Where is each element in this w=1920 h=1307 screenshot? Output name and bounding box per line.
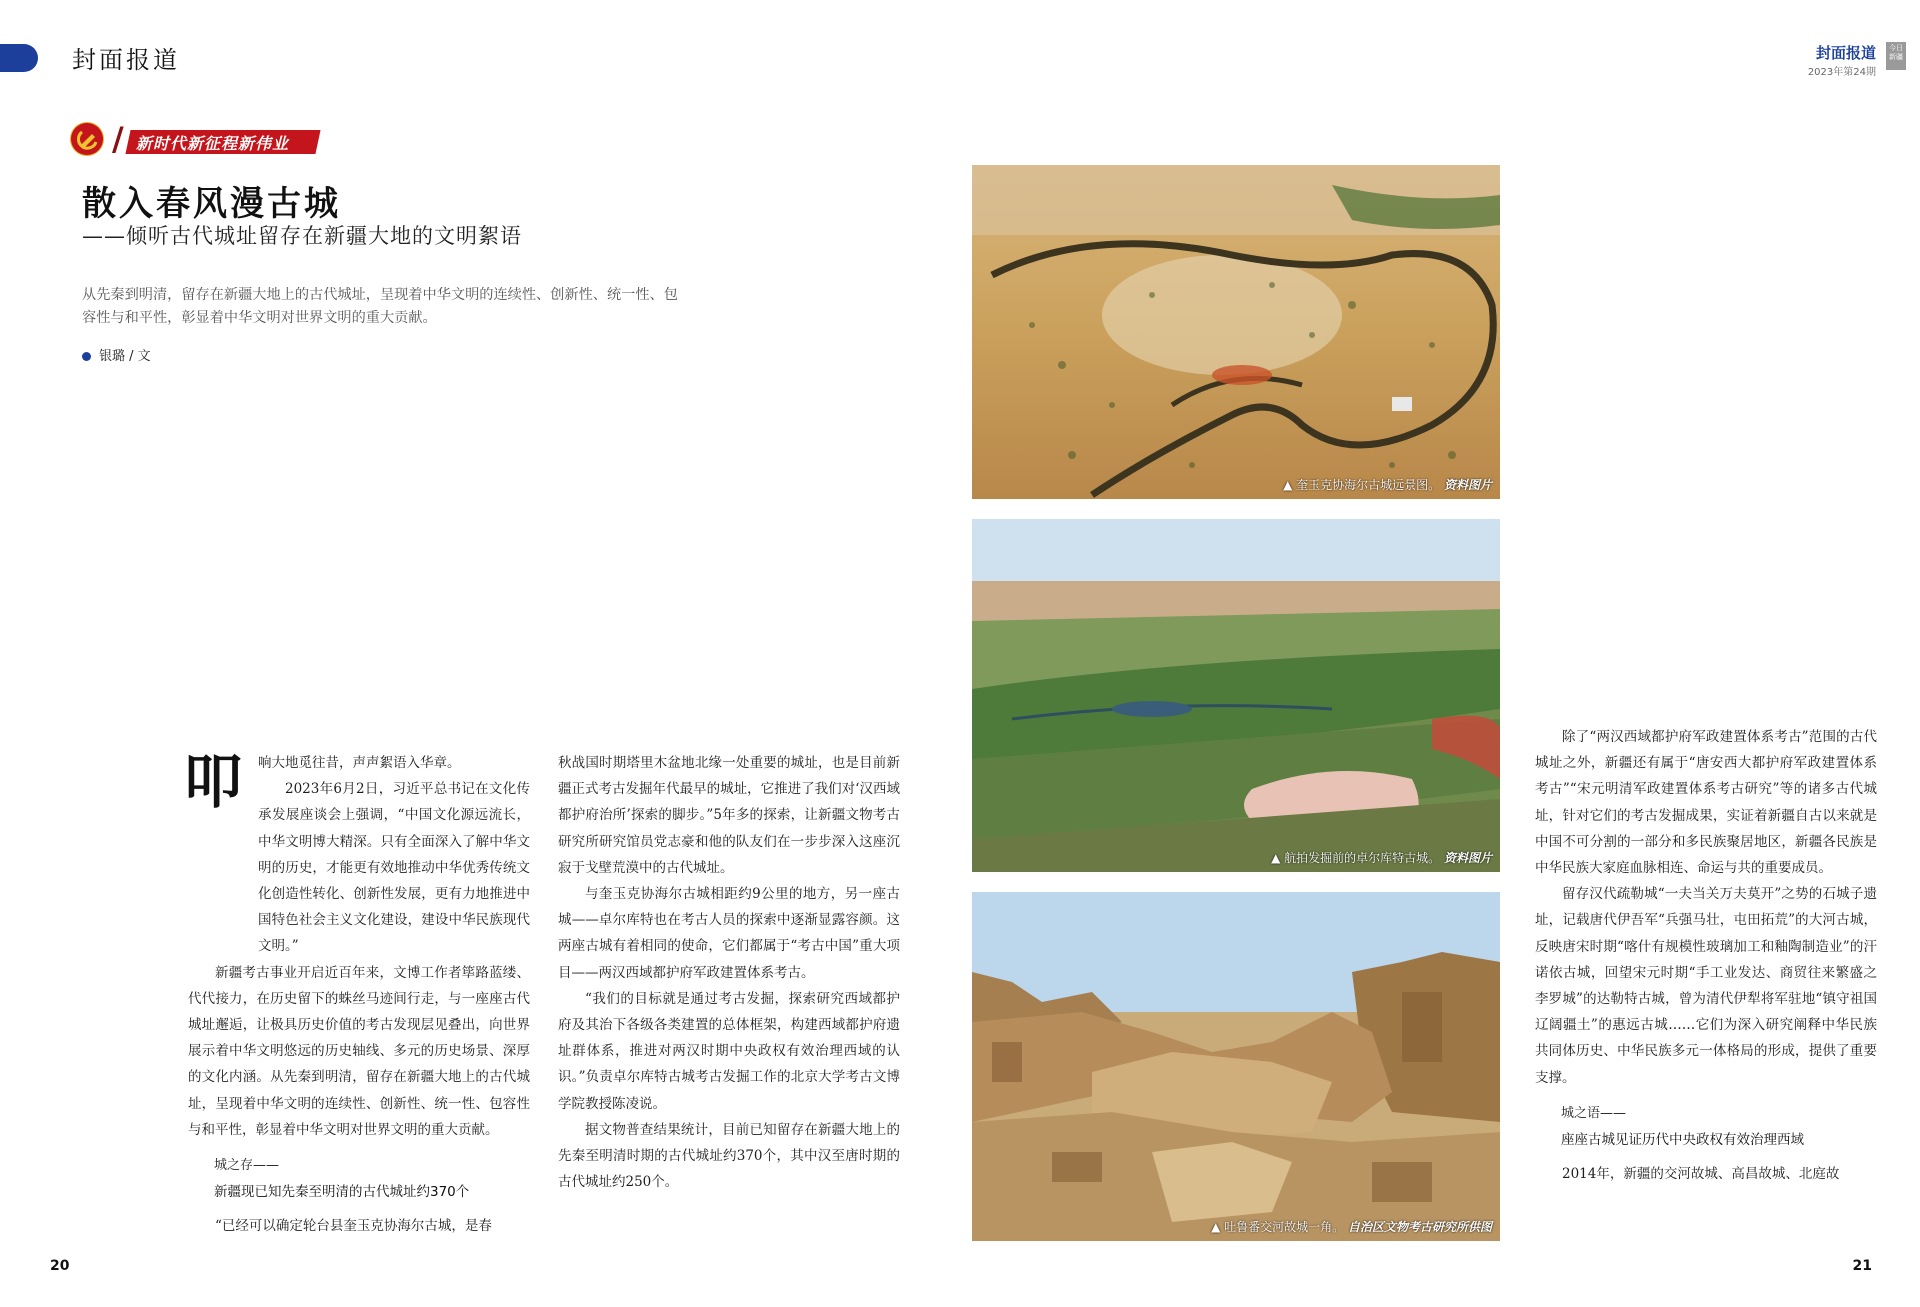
photo-zhuoerkute-aerial [972, 519, 1500, 872]
photo-ancient-city-overview [972, 165, 1500, 499]
party-emblem-icon [70, 122, 104, 156]
body-column-2 [558, 750, 900, 1195]
photo-caption: ▲ 奎玉克协海尔古城远景图。 资料图片 [1283, 478, 1492, 492]
subhead-kicker: 城之语—— [1561, 1105, 1627, 1121]
banner-text: 新时代新征程新伟业 [136, 134, 290, 153]
paragraph: 与奎玉克协海尔古城相距约9公里的地方，另一座古城——卓尔库特也在考古人员的探索中逐渐显露容颜。这两座古城有着相同的使命，它们都属于“考古中国”重大项目——两汉西域都护府军政建置体系考古。 [558, 886, 900, 981]
brand-title: 封面报道 [1815, 44, 1876, 62]
paragraph: 2014年，新疆的交河故城、高昌故城、北庭故 [1562, 1166, 1840, 1183]
paragraph: “已经可以确定轮台县奎玉克协海尔古城，是春 [215, 1218, 492, 1235]
section-label: 封面报道 [72, 46, 180, 74]
page-number-left: 20 [50, 1258, 70, 1274]
paragraph: 2023年6月2日，习近平总书记在文化传承发展座谈会上强调，“中国文化源远流长，中华文明博大精深。只有全面深入了解中华文明的历史，才能更有效地推动中华优秀传统文化创造性转化、创新性发展，更有力地推进中国特色社会主义文化建设，建设中华民族现代文明。” [258, 781, 530, 955]
body-column-1 [188, 750, 530, 1240]
magazine-brand [1808, 42, 1876, 78]
body-column-3 [1535, 724, 1877, 1187]
photo-jiaohe-ruins [972, 892, 1500, 1241]
paragraph: 留存汉代疏勒城“一夫当关万夫莫开”之势的石城子遗址，记载唐代伊吾军“兵强马壮，屯田拓荒”的大河古城，反映唐宋时期“喀什有规模性玻璃加工和釉陶制造业”的汗诺依古城，回望宋元时期“手工业发达、商贸往来繁盛之李罗城”的达勒特古城，曾为清代伊犁将军驻地“镇守祖国辽阔疆土”的惠远古城……它们为深入研究阐释中华民族共同体历史、中华民族多元一体格局的形成，提供了重要支撑。 [1535, 886, 1877, 1086]
photo-caption: ▲ 吐鲁番交河故城一角。 自治区文物考古研究所供图 [1211, 1220, 1492, 1234]
page-number-right: 21 [1852, 1258, 1872, 1274]
section-tab [0, 44, 38, 72]
badge: 今日新疆 [1886, 42, 1906, 70]
subhead-title: 新疆现已知先秦至明清的古代城址约370个 [214, 1184, 470, 1201]
paragraph: “我们的目标就是通过考古发掘，探索研究西域都护府及其治下各级各类建置的总体框架，构建西域都护府遗址群体系，推进对两汉时期中央政权有效治理西域的认识。”负责卓尔库特古城考古发掘工作的北京大学考古文博学院教授陈凌说。 [558, 990, 900, 1112]
subhead-kicker: 城之存—— [214, 1158, 280, 1174]
drop-cap: 叩 [184, 748, 243, 816]
issue-number: 2023年第24期 [1807, 67, 1876, 78]
subhead-title: 座座古城见证历代中央政权有效治理西域 [1561, 1132, 1804, 1149]
author-byline: 银璐 / 文 [99, 349, 151, 364]
paragraph: 据文物普查结果统计，目前已知留存在新疆大地上的先秦至明清时期的古代城址约370个，其中汉至唐时期的古代城址约250个。 [558, 1121, 900, 1191]
article-lead: 从先秦到明清，留存在新疆大地上的古代城址，呈现着中华文明的连续性、创新性、统一性、包容性与和平性，彰显着中华文明对世界文明的重大贡献。 [82, 287, 678, 326]
photo-caption: ▲ 航拍发掘前的卓尔库特古城。 资料图片 [1271, 851, 1492, 865]
aerial-desert-image [972, 165, 1500, 499]
banner-divider: / [112, 120, 124, 158]
ruins-image [972, 892, 1500, 1241]
aerial-wetland-image [972, 519, 1500, 872]
article-subtitle: ——倾听古代城址留存在新疆大地的文明絮语 [82, 224, 522, 248]
article-title: 散入春风漫古城 [82, 184, 341, 224]
paragraph: 新疆考古事业开启近百年来，文博工作者筚路蓝缕、代代接力，在历史留下的蛛丝马迹间行走，与一座座古代城址邂逅，让极具历史价值的考古发现层见叠出，向世界展示着中华文明悠远的历史轴线、多元的历史场景、深厚的文化内涵。从先秦到明清，留存在新疆大地上的古代城址，呈现着中华文明的连续性、创新性、统一性、包容性与和平性，彰显着中华文明对世界文明的重大贡献。 [188, 964, 530, 1138]
paragraph: 响大地觅往昔，声声絮语入华章。 [258, 755, 461, 771]
bullet-icon [82, 352, 91, 361]
paragraph: 除了“两汉西域都护府军政建置体系考古”范围的古代城址之外，新疆还有属于“唐安西大都护府军政建置体系考古”“宋元明清军政建置体系考古研究”等的诸多古代城址，针对它们的考古发掘成果，实证着新疆自古以来就是中国不可分割的一部分和多民族聚居地区，新疆各民族是中华民族大家庭血脉相连、命运与共的重要成员。 [1535, 729, 1877, 877]
paragraph: 秋战国时期塔里木盆地北缘一处重要的城址，也是目前新疆正式考古发掘年代最早的城址，它推进了我们对‘汉西域都护府治所’探索的脚步。”5年多的探索，让新疆文物考古研究所研究馆员党志豪和他的队友们在一步步深入这座沉寂于戈壁荒漠中的古代城址。 [558, 755, 900, 876]
